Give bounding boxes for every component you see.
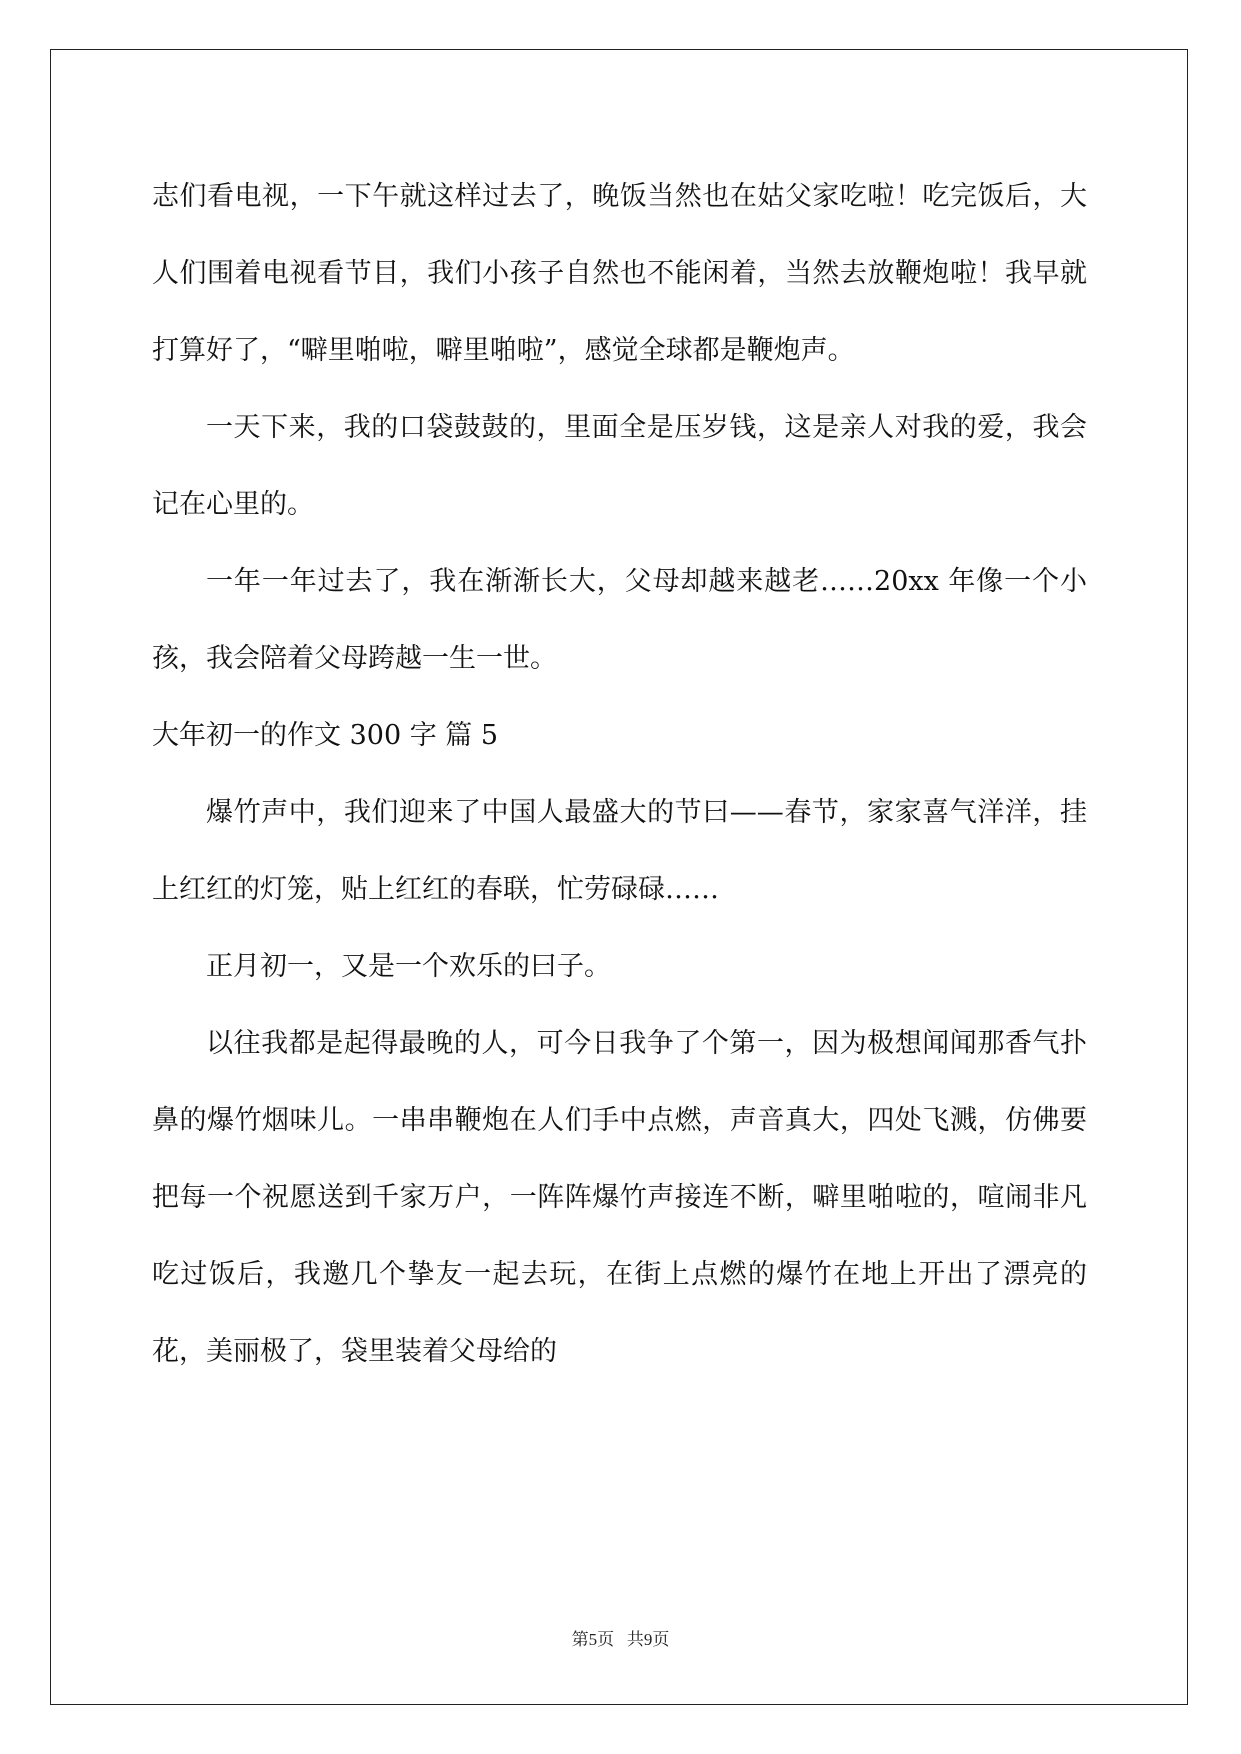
paragraph: 一年一年过去了，我在渐渐长大，父母却越来越老……20xx 年像一个小孩，我会陪着父母跨越一生一世。 — [152, 566, 1087, 674]
section-heading: 大年初一的作文 300 字 篇 5 — [152, 720, 499, 751]
paragraph: 爆竹声中，我们迎来了中国人最盛大的节曰——春节，家家喜气洋洋，挂上红红的灯笼，贴上红红的春联，忙劳碌碌…… — [152, 797, 1087, 905]
page-footer — [0, 1625, 1241, 1650]
paragraph: 一天下来，我的口袋鼓鼓的，里面全是压岁钱，这是亲人对我的爱，我会记在心里的。 — [152, 412, 1087, 520]
paragraph-continuation: 志们看电视，一下午就这样过去了，晚饭当然也在姑父家吃啦！吃完饭后，大人们围着电视看节目，我们小孩子自然也不能闲着，当然去放鞭炮啦！我早就打算好了，“噼里啪啦，噼里啪啦”，感觉全球都是鞭炮声。 — [152, 181, 1087, 366]
page-total: 9 — [643, 1630, 653, 1649]
document-body — [152, 158, 1087, 1390]
paragraph: 以往我都是起得最晚的人，可今日我争了个第一，因为极想闻闻那香气扑鼻的爆竹烟味儿。一串串鞭炮在人们手中点燃，声音真大，四处飞溅，仿佛要把每一个祝愿送到千家万户，一阵阵爆竹声接连不断，噼里啪啦的，喧闹非凡吃过饭后，我邀几个挚友一起去玩，在街上点燃的爆竹在地上开出了漂亮的花，美丽极了，袋里装着父母给的 — [152, 1028, 1087, 1367]
page-label-suffix: 页 — [652, 1630, 670, 1649]
page-label-mid: 页 共 — [597, 1630, 644, 1649]
page-current: 5 — [588, 1630, 598, 1649]
page-label-prefix: 第 — [571, 1630, 589, 1649]
paragraph: 正月初一，又是一个欢乐的曰子。 — [206, 951, 611, 982]
